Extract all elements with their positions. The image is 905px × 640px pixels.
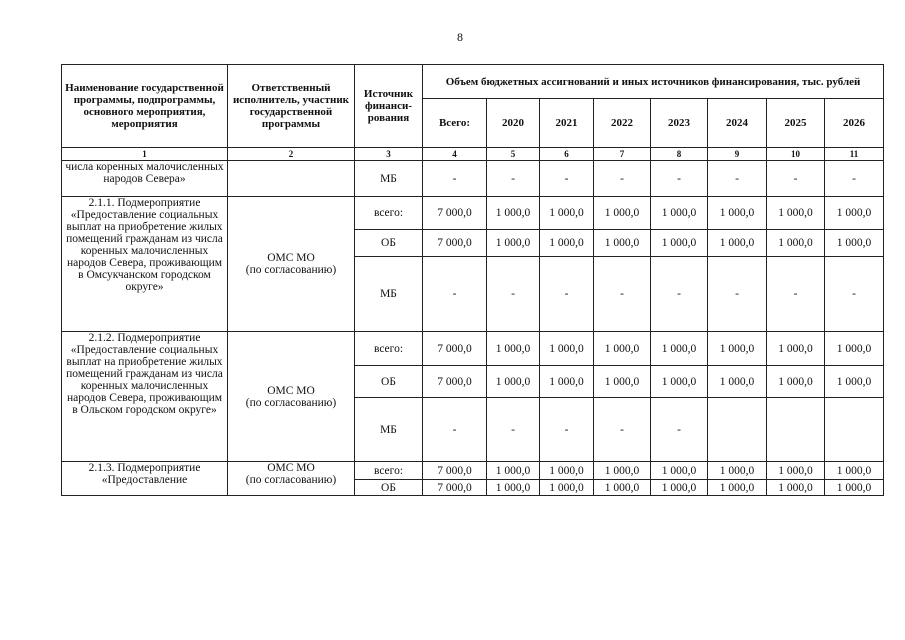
value-cell: 1 000,0 xyxy=(767,366,825,398)
value-cell: 1 000,0 xyxy=(708,197,767,230)
value-cell: 1 000,0 xyxy=(825,480,884,496)
column-index: 2 xyxy=(228,148,355,161)
value-cell: - xyxy=(423,257,487,332)
value-cell: 1 000,0 xyxy=(540,197,594,230)
value-cell: 1 000,0 xyxy=(487,332,540,366)
value-cell: - xyxy=(825,161,884,197)
value-cell: - xyxy=(767,257,825,332)
value-cell: - xyxy=(540,398,594,462)
value-cell: 1 000,0 xyxy=(825,332,884,366)
table-row xyxy=(62,197,884,230)
activity-name: числа коренных малочисленных народов Севера» xyxy=(62,161,228,197)
funding-source: МБ xyxy=(355,257,423,332)
value-cell: 1 000,0 xyxy=(651,197,708,230)
responsible-note: (по согласованию) xyxy=(245,474,337,486)
value-cell: 1 000,0 xyxy=(825,197,884,230)
page-number: 8 xyxy=(457,30,463,44)
funding-source: ОБ xyxy=(355,366,423,398)
header-volume: Объем бюджетных ассигнований и иных источников финансирования, тыс. рублей xyxy=(423,65,884,99)
value-cell: 1 000,0 xyxy=(767,197,825,230)
value-cell: - xyxy=(487,161,540,197)
value-cell: - xyxy=(651,257,708,332)
value-cell: 1 000,0 xyxy=(825,462,884,480)
value-cell: 1 000,0 xyxy=(708,332,767,366)
responsible-cell xyxy=(228,161,355,197)
value-cell: 1 000,0 xyxy=(594,462,651,480)
value-cell: - xyxy=(708,257,767,332)
value-cell: - xyxy=(487,257,540,332)
column-index: 3 xyxy=(355,148,423,161)
value-cell xyxy=(708,398,767,462)
value-cell: - xyxy=(594,398,651,462)
value-cell: 1 000,0 xyxy=(767,230,825,257)
value-cell: - xyxy=(651,161,708,197)
header-source: Источник финанси-рования xyxy=(355,65,423,148)
column-index: 5 xyxy=(487,148,540,161)
column-index-row xyxy=(62,148,884,161)
table-row xyxy=(62,332,884,366)
value-cell: 1 000,0 xyxy=(594,197,651,230)
activity-name: 2.1.3. Подмероприятие «Предоставление xyxy=(62,462,228,496)
funding-source: всего: xyxy=(355,462,423,480)
funding-source: всего: xyxy=(355,197,423,230)
funding-source: ОБ xyxy=(355,480,423,496)
value-cell: 1 000,0 xyxy=(825,230,884,257)
value-cell: 1 000,0 xyxy=(708,230,767,257)
responsible-note: (по согласованию) xyxy=(245,396,337,409)
value-cell: 1 000,0 xyxy=(487,462,540,480)
column-index: 10 xyxy=(767,148,825,161)
value-cell: - xyxy=(825,257,884,332)
value-cell: 1 000,0 xyxy=(540,230,594,257)
value-cell: 1 000,0 xyxy=(651,332,708,366)
value-cell xyxy=(767,398,825,462)
header-year: 2022 xyxy=(594,99,651,148)
header-year: 2025 xyxy=(767,99,825,148)
column-index: 1 xyxy=(62,148,228,161)
header-name: Наименование государственной программы, подпрограммы, основного мероприятия, мероприятия xyxy=(62,65,228,148)
column-index: 6 xyxy=(540,148,594,161)
column-index: 7 xyxy=(594,148,651,161)
responsible-cell xyxy=(228,197,355,332)
responsible-cell xyxy=(228,332,355,462)
column-index: 8 xyxy=(651,148,708,161)
value-cell: 1 000,0 xyxy=(594,230,651,257)
value-cell: 1 000,0 xyxy=(651,230,708,257)
header-year: 2021 xyxy=(540,99,594,148)
responsible-org: ОМС МО xyxy=(267,462,315,474)
value-cell: 1 000,0 xyxy=(708,480,767,496)
header-row xyxy=(62,65,884,99)
header-year: 2026 xyxy=(825,99,884,148)
column-index: 9 xyxy=(708,148,767,161)
header-total: Всего: xyxy=(423,99,487,148)
value-cell xyxy=(825,398,884,462)
value-cell: 1 000,0 xyxy=(540,462,594,480)
value-cell: 1 000,0 xyxy=(708,462,767,480)
value-cell: 7 000,0 xyxy=(423,462,487,480)
activity-name: 2.1.2. Подмероприятие «Предоставление социальных выплат на приобретение жилых помещений гражданам из числа коренных малочисленных народов Севера, проживающим в Ольском городском округе» xyxy=(62,332,228,462)
activity-name: 2.1.1. Подмероприятие «Предоставление социальных выплат на приобретение жилых помещений гражданам из числа коренных малочисленных народов Севера, проживающим в Омсукчанском городском округе» xyxy=(62,197,228,332)
value-cell: 1 000,0 xyxy=(767,480,825,496)
column-index: 11 xyxy=(825,148,884,161)
header-year: 2024 xyxy=(708,99,767,148)
value-cell: 1 000,0 xyxy=(594,480,651,496)
table-row xyxy=(62,161,884,197)
value-cell: 1 000,0 xyxy=(594,332,651,366)
value-cell: 1 000,0 xyxy=(487,366,540,398)
value-cell: 1 000,0 xyxy=(708,366,767,398)
value-cell: 1 000,0 xyxy=(767,462,825,480)
value-cell: 7 000,0 xyxy=(423,480,487,496)
budget-table xyxy=(61,64,884,496)
value-cell: 1 000,0 xyxy=(540,366,594,398)
value-cell: 1 000,0 xyxy=(487,480,540,496)
responsible-note: (по согласованию) xyxy=(245,264,337,276)
value-cell: 7 000,0 xyxy=(423,332,487,366)
header-year: 2023 xyxy=(651,99,708,148)
value-cell: 7 000,0 xyxy=(423,230,487,257)
value-cell: 1 000,0 xyxy=(767,332,825,366)
responsible-org: ОМС МО xyxy=(267,252,315,264)
value-cell: 1 000,0 xyxy=(540,480,594,496)
responsible-cell xyxy=(228,462,355,496)
value-cell: - xyxy=(423,398,487,462)
value-cell: 1 000,0 xyxy=(825,366,884,398)
value-cell: 7 000,0 xyxy=(423,197,487,230)
responsible-org: ОМС МО xyxy=(267,384,315,397)
value-cell: - xyxy=(594,257,651,332)
value-cell: - xyxy=(767,161,825,197)
table-row xyxy=(62,462,884,480)
value-cell: 7 000,0 xyxy=(423,366,487,398)
funding-source: МБ xyxy=(355,398,423,462)
value-cell: - xyxy=(423,161,487,197)
header-year: 2020 xyxy=(487,99,540,148)
funding-source: всего: xyxy=(355,332,423,366)
value-cell: 1 000,0 xyxy=(487,230,540,257)
value-cell: 1 000,0 xyxy=(487,197,540,230)
funding-source: ОБ xyxy=(355,230,423,257)
value-cell: 1 000,0 xyxy=(651,480,708,496)
column-index: 4 xyxy=(423,148,487,161)
value-cell: - xyxy=(651,398,708,462)
value-cell: 1 000,0 xyxy=(594,366,651,398)
value-cell: - xyxy=(540,161,594,197)
value-cell: 1 000,0 xyxy=(540,332,594,366)
value-cell: - xyxy=(594,161,651,197)
value-cell: - xyxy=(487,398,540,462)
funding-source: МБ xyxy=(355,161,423,197)
value-cell: 1 000,0 xyxy=(651,462,708,480)
header-responsible: Ответственный исполнитель, участник государственной программы xyxy=(228,65,355,148)
value-cell: 1 000,0 xyxy=(651,366,708,398)
value-cell: - xyxy=(708,161,767,197)
value-cell: - xyxy=(540,257,594,332)
